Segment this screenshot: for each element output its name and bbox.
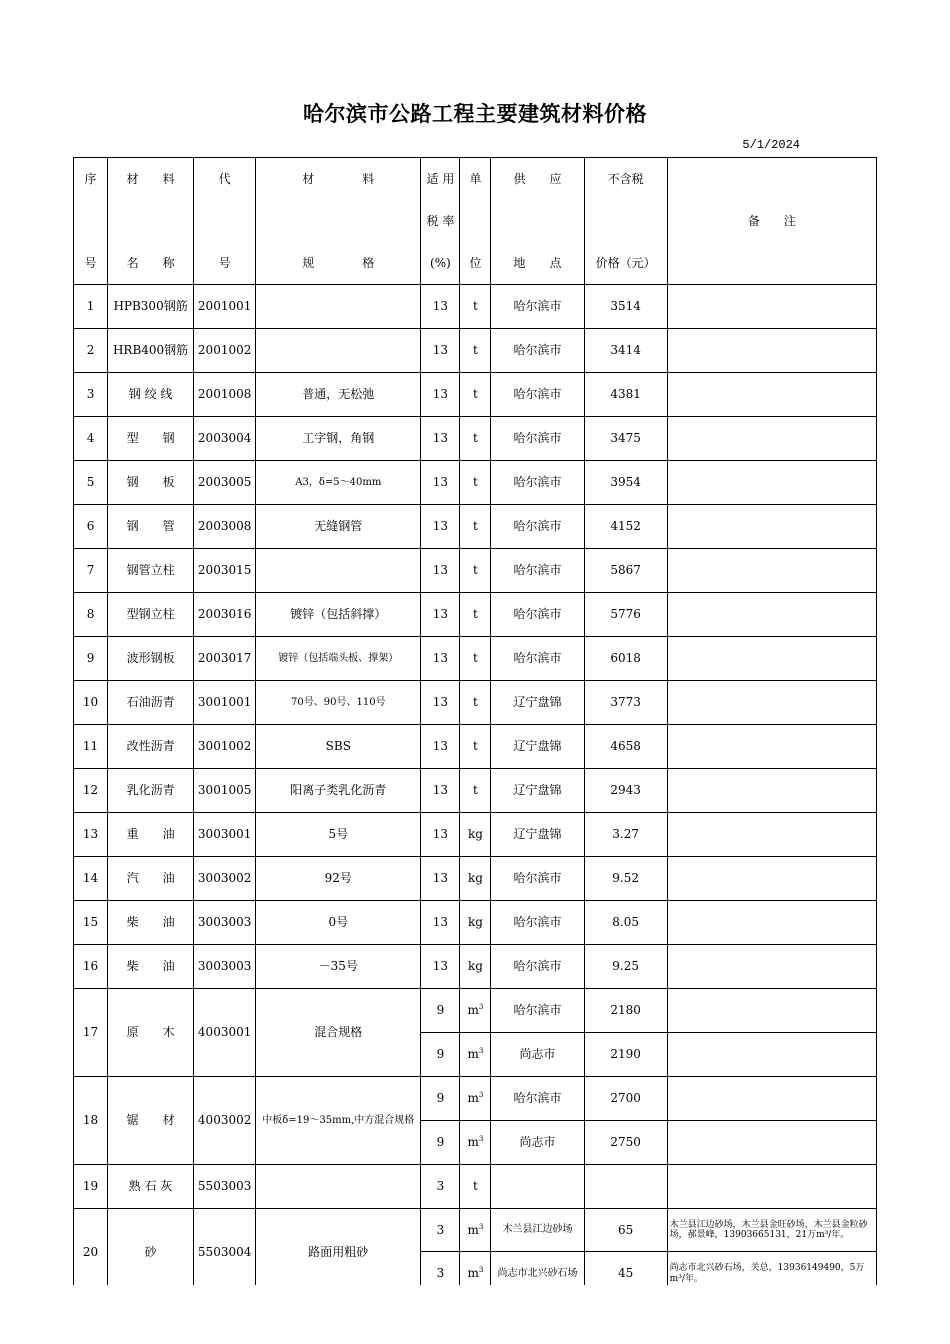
unit-cell: t (460, 549, 491, 593)
remark-cell: 尚志市北兴砂石场，关总，13936149490，5万m³/年。 (667, 1252, 876, 1286)
price-cell: 3.27 (584, 813, 667, 857)
place-cell: 哈尔滨市 (491, 461, 584, 505)
seq-cell: 5 (74, 461, 108, 505)
spec-cell: 混合规格 (256, 989, 421, 1077)
place-cell: 尚志市北兴砂石场 (491, 1252, 584, 1286)
place-cell: 辽宁盘锦 (491, 725, 584, 769)
table-row (74, 1077, 877, 1121)
unit-cell: t (460, 681, 491, 725)
name-cell: 熟 石 灰 (108, 1165, 194, 1209)
tax-cell: 13 (421, 329, 460, 373)
seq-cell: 8 (74, 593, 108, 637)
unit-text: m (467, 1266, 479, 1281)
code-cell: 3001001 (194, 681, 256, 725)
tax-cell: 13 (421, 417, 460, 461)
unit-superscript: 3 (478, 1091, 484, 1100)
price-cell: 3475 (584, 417, 667, 461)
header-code: 代 号 (194, 158, 256, 285)
spec-cell: 中板δ=19～35mm,中方混合规格 (256, 1077, 421, 1165)
header-unit: 单 位 (460, 158, 491, 285)
remark-cell (667, 1077, 876, 1121)
unit-cell (460, 1077, 491, 1121)
remark-cell (667, 285, 876, 329)
price-cell: 45 (584, 1252, 667, 1286)
price-cell: 3414 (584, 329, 667, 373)
name-cell: HRB400钢筋 (108, 329, 194, 373)
place-cell: 哈尔滨市 (491, 857, 584, 901)
code-cell: 3003003 (194, 945, 256, 989)
remark-cell: 木兰县江边砂场，木兰县金旺砂场，木兰县金粒砂场，郝景峰，13903665131，21万m³/年。 (667, 1209, 876, 1252)
seq-cell: 2 (74, 329, 108, 373)
unit-cell: t (460, 1165, 491, 1209)
price-cell: 6018 (584, 637, 667, 681)
name-cell: 汽 油 (108, 857, 194, 901)
tax-cell: 13 (421, 725, 460, 769)
place-cell: 辽宁盘锦 (491, 769, 584, 813)
tax-cell: 9 (421, 1121, 460, 1165)
table-header-row (74, 158, 877, 285)
price-cell: 9.52 (584, 857, 667, 901)
tax-cell: 13 (421, 549, 460, 593)
unit-superscript: 3 (478, 1003, 484, 1012)
place-cell: 哈尔滨市 (491, 285, 584, 329)
code-cell: 2003005 (194, 461, 256, 505)
price-cell: 2180 (584, 989, 667, 1033)
unit-text: m (467, 1222, 479, 1237)
code-cell: 2003008 (194, 505, 256, 549)
spec-cell: 0号 (256, 901, 421, 945)
seq-cell: 6 (74, 505, 108, 549)
place-cell: 哈尔滨市 (491, 1077, 584, 1121)
tax-cell: 13 (421, 945, 460, 989)
place-cell: 哈尔滨市 (491, 505, 584, 549)
price-cell: 4152 (584, 505, 667, 549)
price-table-viewport (73, 157, 878, 1285)
remark-cell (667, 901, 876, 945)
name-cell: HPB300钢筋 (108, 285, 194, 329)
spec-cell: SBS (256, 725, 421, 769)
remark-cell (667, 461, 876, 505)
unit-superscript: 3 (478, 1266, 484, 1275)
seq-cell: 10 (74, 681, 108, 725)
table-row (74, 593, 877, 637)
price-cell: 8.05 (584, 901, 667, 945)
code-cell: 3001002 (194, 725, 256, 769)
seq-cell: 1 (74, 285, 108, 329)
name-cell: 锯 材 (108, 1077, 194, 1165)
price-cell: 3954 (584, 461, 667, 505)
unit-cell: t (460, 725, 491, 769)
price-cell: 2190 (584, 1033, 667, 1077)
remark-cell (667, 681, 876, 725)
place-cell (491, 1165, 584, 1209)
name-cell: 重 油 (108, 813, 194, 857)
place-cell: 辽宁盘锦 (491, 813, 584, 857)
place-cell: 哈尔滨市 (491, 989, 584, 1033)
table-row (74, 857, 877, 901)
code-cell: 2003016 (194, 593, 256, 637)
unit-cell: t (460, 593, 491, 637)
table-row (74, 285, 877, 329)
remark-cell (667, 725, 876, 769)
code-cell: 5503004 (194, 1209, 256, 1286)
name-cell: 钢 管 (108, 505, 194, 549)
spec-cell: 70号、90号、110号 (256, 681, 421, 725)
price-cell: 3773 (584, 681, 667, 725)
unit-cell: t (460, 637, 491, 681)
unit-cell (460, 1209, 491, 1252)
price-cell: 9.25 (584, 945, 667, 989)
price-cell: 5867 (584, 549, 667, 593)
name-cell: 石油沥青 (108, 681, 194, 725)
spec-cell: 路面用粗砂 (256, 1209, 421, 1286)
table-row (74, 813, 877, 857)
unit-cell: t (460, 329, 491, 373)
unit-cell: kg (460, 813, 491, 857)
price-cell: 65 (584, 1209, 667, 1252)
table-row (74, 681, 877, 725)
header-tax-rate: 适 用 税 率 (%) (421, 158, 460, 285)
tax-cell: 13 (421, 505, 460, 549)
header-spec: 材 料 规 格 (256, 158, 421, 285)
seq-cell: 3 (74, 373, 108, 417)
spec-cell (256, 285, 421, 329)
remark-cell (667, 549, 876, 593)
seq-cell: 14 (74, 857, 108, 901)
code-cell: 2003017 (194, 637, 256, 681)
unit-cell: t (460, 461, 491, 505)
place-cell: 哈尔滨市 (491, 417, 584, 461)
place-cell: 哈尔滨市 (491, 637, 584, 681)
tax-cell: 3 (421, 1165, 460, 1209)
name-cell: 改性沥青 (108, 725, 194, 769)
name-cell: 波形钢板 (108, 637, 194, 681)
header-price: 不含税 价格（元） (584, 158, 667, 285)
place-cell: 哈尔滨市 (491, 945, 584, 989)
name-cell: 砂 (108, 1209, 194, 1286)
name-cell: 乳化沥青 (108, 769, 194, 813)
unit-text: m (467, 1003, 479, 1018)
table-row (74, 725, 877, 769)
seq-cell: 9 (74, 637, 108, 681)
tax-cell: 13 (421, 285, 460, 329)
remark-cell (667, 637, 876, 681)
remark-cell (667, 769, 876, 813)
remark-cell (667, 593, 876, 637)
name-cell: 型 钢 (108, 417, 194, 461)
seq-cell: 18 (74, 1077, 108, 1165)
unit-cell: kg (460, 945, 491, 989)
price-cell: 5776 (584, 593, 667, 637)
remark-cell (667, 945, 876, 989)
unit-cell: t (460, 373, 491, 417)
seq-cell: 13 (74, 813, 108, 857)
place-cell: 哈尔滨市 (491, 373, 584, 417)
unit-superscript: 3 (478, 1135, 484, 1144)
tax-cell: 13 (421, 373, 460, 417)
code-cell: 2001001 (194, 285, 256, 329)
unit-text: m (467, 1091, 479, 1106)
price-cell: 2700 (584, 1077, 667, 1121)
table-row (74, 461, 877, 505)
unit-cell: kg (460, 857, 491, 901)
tax-cell: 13 (421, 593, 460, 637)
seq-cell: 17 (74, 989, 108, 1077)
remark-cell (667, 417, 876, 461)
remark-cell (667, 857, 876, 901)
name-cell: 型钢立柱 (108, 593, 194, 637)
remark-cell (667, 1033, 876, 1077)
tax-cell: 13 (421, 813, 460, 857)
place-cell: 哈尔滨市 (491, 593, 584, 637)
code-cell: 5503003 (194, 1165, 256, 1209)
seq-cell: 4 (74, 417, 108, 461)
price-cell: 4658 (584, 725, 667, 769)
unit-text: m (467, 1135, 479, 1150)
seq-cell: 12 (74, 769, 108, 813)
tax-cell: 13 (421, 857, 460, 901)
table-row (74, 637, 877, 681)
unit-cell (460, 1033, 491, 1077)
code-cell: 2003015 (194, 549, 256, 593)
unit-cell: t (460, 769, 491, 813)
place-cell: 辽宁盘锦 (491, 681, 584, 725)
spec-cell (256, 1165, 421, 1209)
tax-cell: 13 (421, 769, 460, 813)
tax-cell: 13 (421, 681, 460, 725)
price-table (73, 157, 877, 1285)
table-row (74, 901, 877, 945)
spec-cell (256, 549, 421, 593)
spec-cell: A3，δ=5～40mm (256, 461, 421, 505)
unit-superscript: 3 (478, 1222, 484, 1231)
table-row (74, 1209, 877, 1252)
code-cell: 2003004 (194, 417, 256, 461)
tax-cell: 13 (421, 461, 460, 505)
price-cell: 4381 (584, 373, 667, 417)
remark-cell (667, 989, 876, 1033)
code-cell: 2001002 (194, 329, 256, 373)
seq-cell: 19 (74, 1165, 108, 1209)
code-cell: 2001008 (194, 373, 256, 417)
unit-cell: t (460, 505, 491, 549)
remark-cell (667, 1121, 876, 1165)
unit-cell: kg (460, 901, 491, 945)
date-label: 5/1/2024 (742, 138, 800, 152)
remark-cell (667, 505, 876, 549)
remark-cell (667, 373, 876, 417)
unit-text: m (467, 1047, 479, 1062)
spec-cell (256, 329, 421, 373)
unit-cell: t (460, 417, 491, 461)
place-cell: 哈尔滨市 (491, 549, 584, 593)
unit-superscript: 3 (478, 1047, 484, 1056)
unit-cell (460, 1252, 491, 1286)
table-row (74, 549, 877, 593)
table-row (74, 945, 877, 989)
table-row (74, 417, 877, 461)
unit-cell (460, 989, 491, 1033)
name-cell: 柴 油 (108, 945, 194, 989)
page-title: 哈尔滨市公路工程主要建筑材料价格 (303, 102, 647, 126)
spec-cell: 普通，无松弛 (256, 373, 421, 417)
spec-cell: －35号 (256, 945, 421, 989)
table-row (74, 329, 877, 373)
remark-cell (667, 1165, 876, 1209)
spec-cell: 阳离子类乳化沥青 (256, 769, 421, 813)
remark-cell (667, 813, 876, 857)
code-cell: 4003001 (194, 989, 256, 1077)
tax-cell: 3 (421, 1209, 460, 1252)
header-seq: 序 号 (74, 158, 108, 285)
seq-cell: 16 (74, 945, 108, 989)
tax-cell: 13 (421, 901, 460, 945)
place-cell: 哈尔滨市 (491, 901, 584, 945)
seq-cell: 7 (74, 549, 108, 593)
tax-cell: 9 (421, 989, 460, 1033)
spec-cell: 92号 (256, 857, 421, 901)
code-cell: 4003002 (194, 1077, 256, 1165)
tax-cell: 9 (421, 1033, 460, 1077)
header-name: 材 料 名 称 (108, 158, 194, 285)
code-cell: 3001005 (194, 769, 256, 813)
code-cell: 3003002 (194, 857, 256, 901)
name-cell: 钢 绞 线 (108, 373, 194, 417)
place-cell: 尚志市 (491, 1033, 584, 1077)
place-cell: 尚志市 (491, 1121, 584, 1165)
name-cell: 钢 板 (108, 461, 194, 505)
name-cell: 原 木 (108, 989, 194, 1077)
unit-cell (460, 1121, 491, 1165)
table-row (74, 769, 877, 813)
seq-cell: 20 (74, 1209, 108, 1286)
seq-cell: 15 (74, 901, 108, 945)
price-cell: 2750 (584, 1121, 667, 1165)
remark-cell (667, 329, 876, 373)
spec-cell: 工字钢，角钢 (256, 417, 421, 461)
table-row (74, 373, 877, 417)
table-row (74, 505, 877, 549)
header-remark: 备 注 (667, 158, 876, 285)
tax-cell: 13 (421, 637, 460, 681)
price-cell: 3514 (584, 285, 667, 329)
header-supply-place: 供 应 地 点 (491, 158, 584, 285)
name-cell: 钢管立柱 (108, 549, 194, 593)
tax-cell: 9 (421, 1077, 460, 1121)
spec-cell: 镀锌（包括斜撑） (256, 593, 421, 637)
spec-cell: 镀锌（包括端头板、撑架） (256, 637, 421, 681)
table-row (74, 989, 877, 1033)
code-cell: 3003003 (194, 901, 256, 945)
price-cell: 2943 (584, 769, 667, 813)
price-cell (584, 1165, 667, 1209)
place-cell: 木兰县江边砂场 (491, 1209, 584, 1252)
spec-cell: 无缝钢管 (256, 505, 421, 549)
code-cell: 3003001 (194, 813, 256, 857)
seq-cell: 11 (74, 725, 108, 769)
table-row (74, 1165, 877, 1209)
unit-cell: t (460, 285, 491, 329)
place-cell: 哈尔滨市 (491, 329, 584, 373)
spec-cell: 5号 (256, 813, 421, 857)
tax-cell: 3 (421, 1252, 460, 1286)
name-cell: 柴 油 (108, 901, 194, 945)
